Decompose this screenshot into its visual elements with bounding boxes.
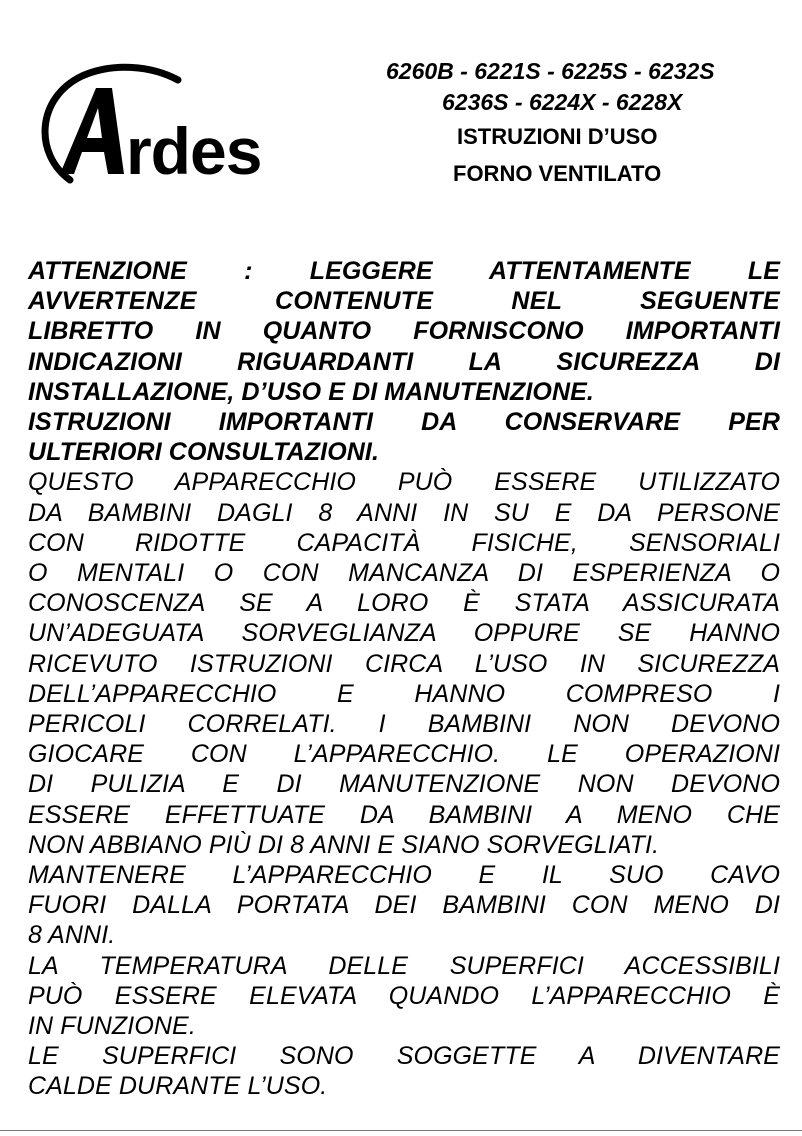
warning-line: INDICAZIONI RIGUARDANTI LA SICUREZZA DI	[28, 347, 780, 376]
instructions-body	[28, 256, 780, 1102]
paragraph-line: LE SUPERFICI SONO SOGGETTE A DIVENTARE	[28, 1042, 780, 1071]
paragraph-line: O MENTALI O CON MANCANZA DI ESPERIENZA O	[28, 559, 780, 588]
svg-text:rdes: rdes	[126, 114, 262, 188]
paragraph-line: LA TEMPERATURA DELLE SUPERFICI ACCESSIBILI	[28, 951, 780, 980]
paragraph-line: RICEVUTO ISTRUZIONI CIRCA L’USO IN SICUREZZA	[28, 649, 780, 678]
paragraph-children-use	[28, 467, 780, 860]
model-list-line-2: 6236S - 6224X - 6228X	[442, 89, 683, 115]
paragraph-hot-surfaces	[28, 1041, 780, 1101]
bottom-divider	[0, 1130, 802, 1131]
paragraph-line: ESSERE EFFETTUATE DA BAMBINI A MENO CHE	[28, 800, 780, 829]
paragraph-line: MANTENERE L’APPARECCHIO E IL SUO CAVO	[28, 861, 780, 890]
document-title: ISTRUZIONI D’USO	[457, 124, 658, 149]
paragraph-line: PERICOLI CORRELATI. I BAMBINI NON DEVONO	[28, 710, 780, 739]
document-header	[360, 56, 790, 192]
paragraph-line: IN FUNZIONE.	[28, 1012, 196, 1041]
paragraph-line: QUESTO APPARECCHIO PUÒ ESSERE UTILIZZATO	[28, 468, 780, 497]
paragraph-cable-reach	[28, 860, 780, 951]
paragraph-line: DELL’APPARECCHIO E HANNO COMPRESO I	[28, 679, 780, 708]
warning-line: INSTALLAZIONE, D’USO E DI MANUTENZIONE.	[28, 377, 594, 406]
warning-line: ATTENZIONE : LEGGERE ATTENTAMENTE LE	[28, 257, 780, 285]
warning-block	[28, 256, 780, 467]
paragraph-surface-temperature	[28, 951, 780, 1042]
paragraph-line: 8 ANNI.	[28, 921, 116, 950]
paragraph-line: GIOCARE CON L’APPARECCHIO. LE OPERAZIONI	[28, 740, 780, 769]
paragraph-line: FUORI DALLA PORTATA DEI BAMBINI CON MENO DI	[28, 891, 780, 920]
warning-line: AVVERTENZE CONTENUTE NEL SEGUENTE	[28, 287, 780, 316]
paragraph-line: DA BAMBINI DAGLI 8 ANNI IN SU E DA PERSONE	[28, 498, 780, 527]
model-list-line-1: 6260B - 6221S - 6225S - 6232S	[386, 58, 715, 84]
paragraph-line: CALDE DURANTE L’USO.	[28, 1072, 328, 1101]
paragraph-line: CON RIDOTTE CAPACITÀ FISICHE, SENSORIALI	[28, 528, 780, 557]
paragraph-line: CONOSCENZA SE A LORO È STATA ASSICURATA	[28, 589, 780, 618]
warning-line: ISTRUZIONI IMPORTANTI DA CONSERVARE PER	[28, 408, 780, 437]
warning-line: LIBRETTO IN QUANTO FORNISCONO IMPORTANTI	[28, 317, 780, 346]
paragraph-line: DI PULIZIA E DI MANUTENZIONE NON DEVONO	[28, 770, 780, 799]
paragraph-line: NON ABBIANO PIÙ DI 8 ANNI E SIANO SORVEGLIATI.	[28, 830, 660, 859]
warning-line: ULTERIORI CONSULTAZIONI.	[28, 438, 379, 467]
paragraph-line: UN’ADEGUATA SORVEGLIANZA OPPURE SE HANNO	[28, 619, 780, 648]
ardes-logo-graphic	[30, 62, 310, 192]
paragraph-line: PUÒ ESSERE ELEVATA QUANDO L’APPARECCHIO È	[28, 981, 780, 1010]
document-subtitle: FORNO VENTILATO	[453, 161, 662, 186]
ardes-logo	[30, 62, 310, 192]
